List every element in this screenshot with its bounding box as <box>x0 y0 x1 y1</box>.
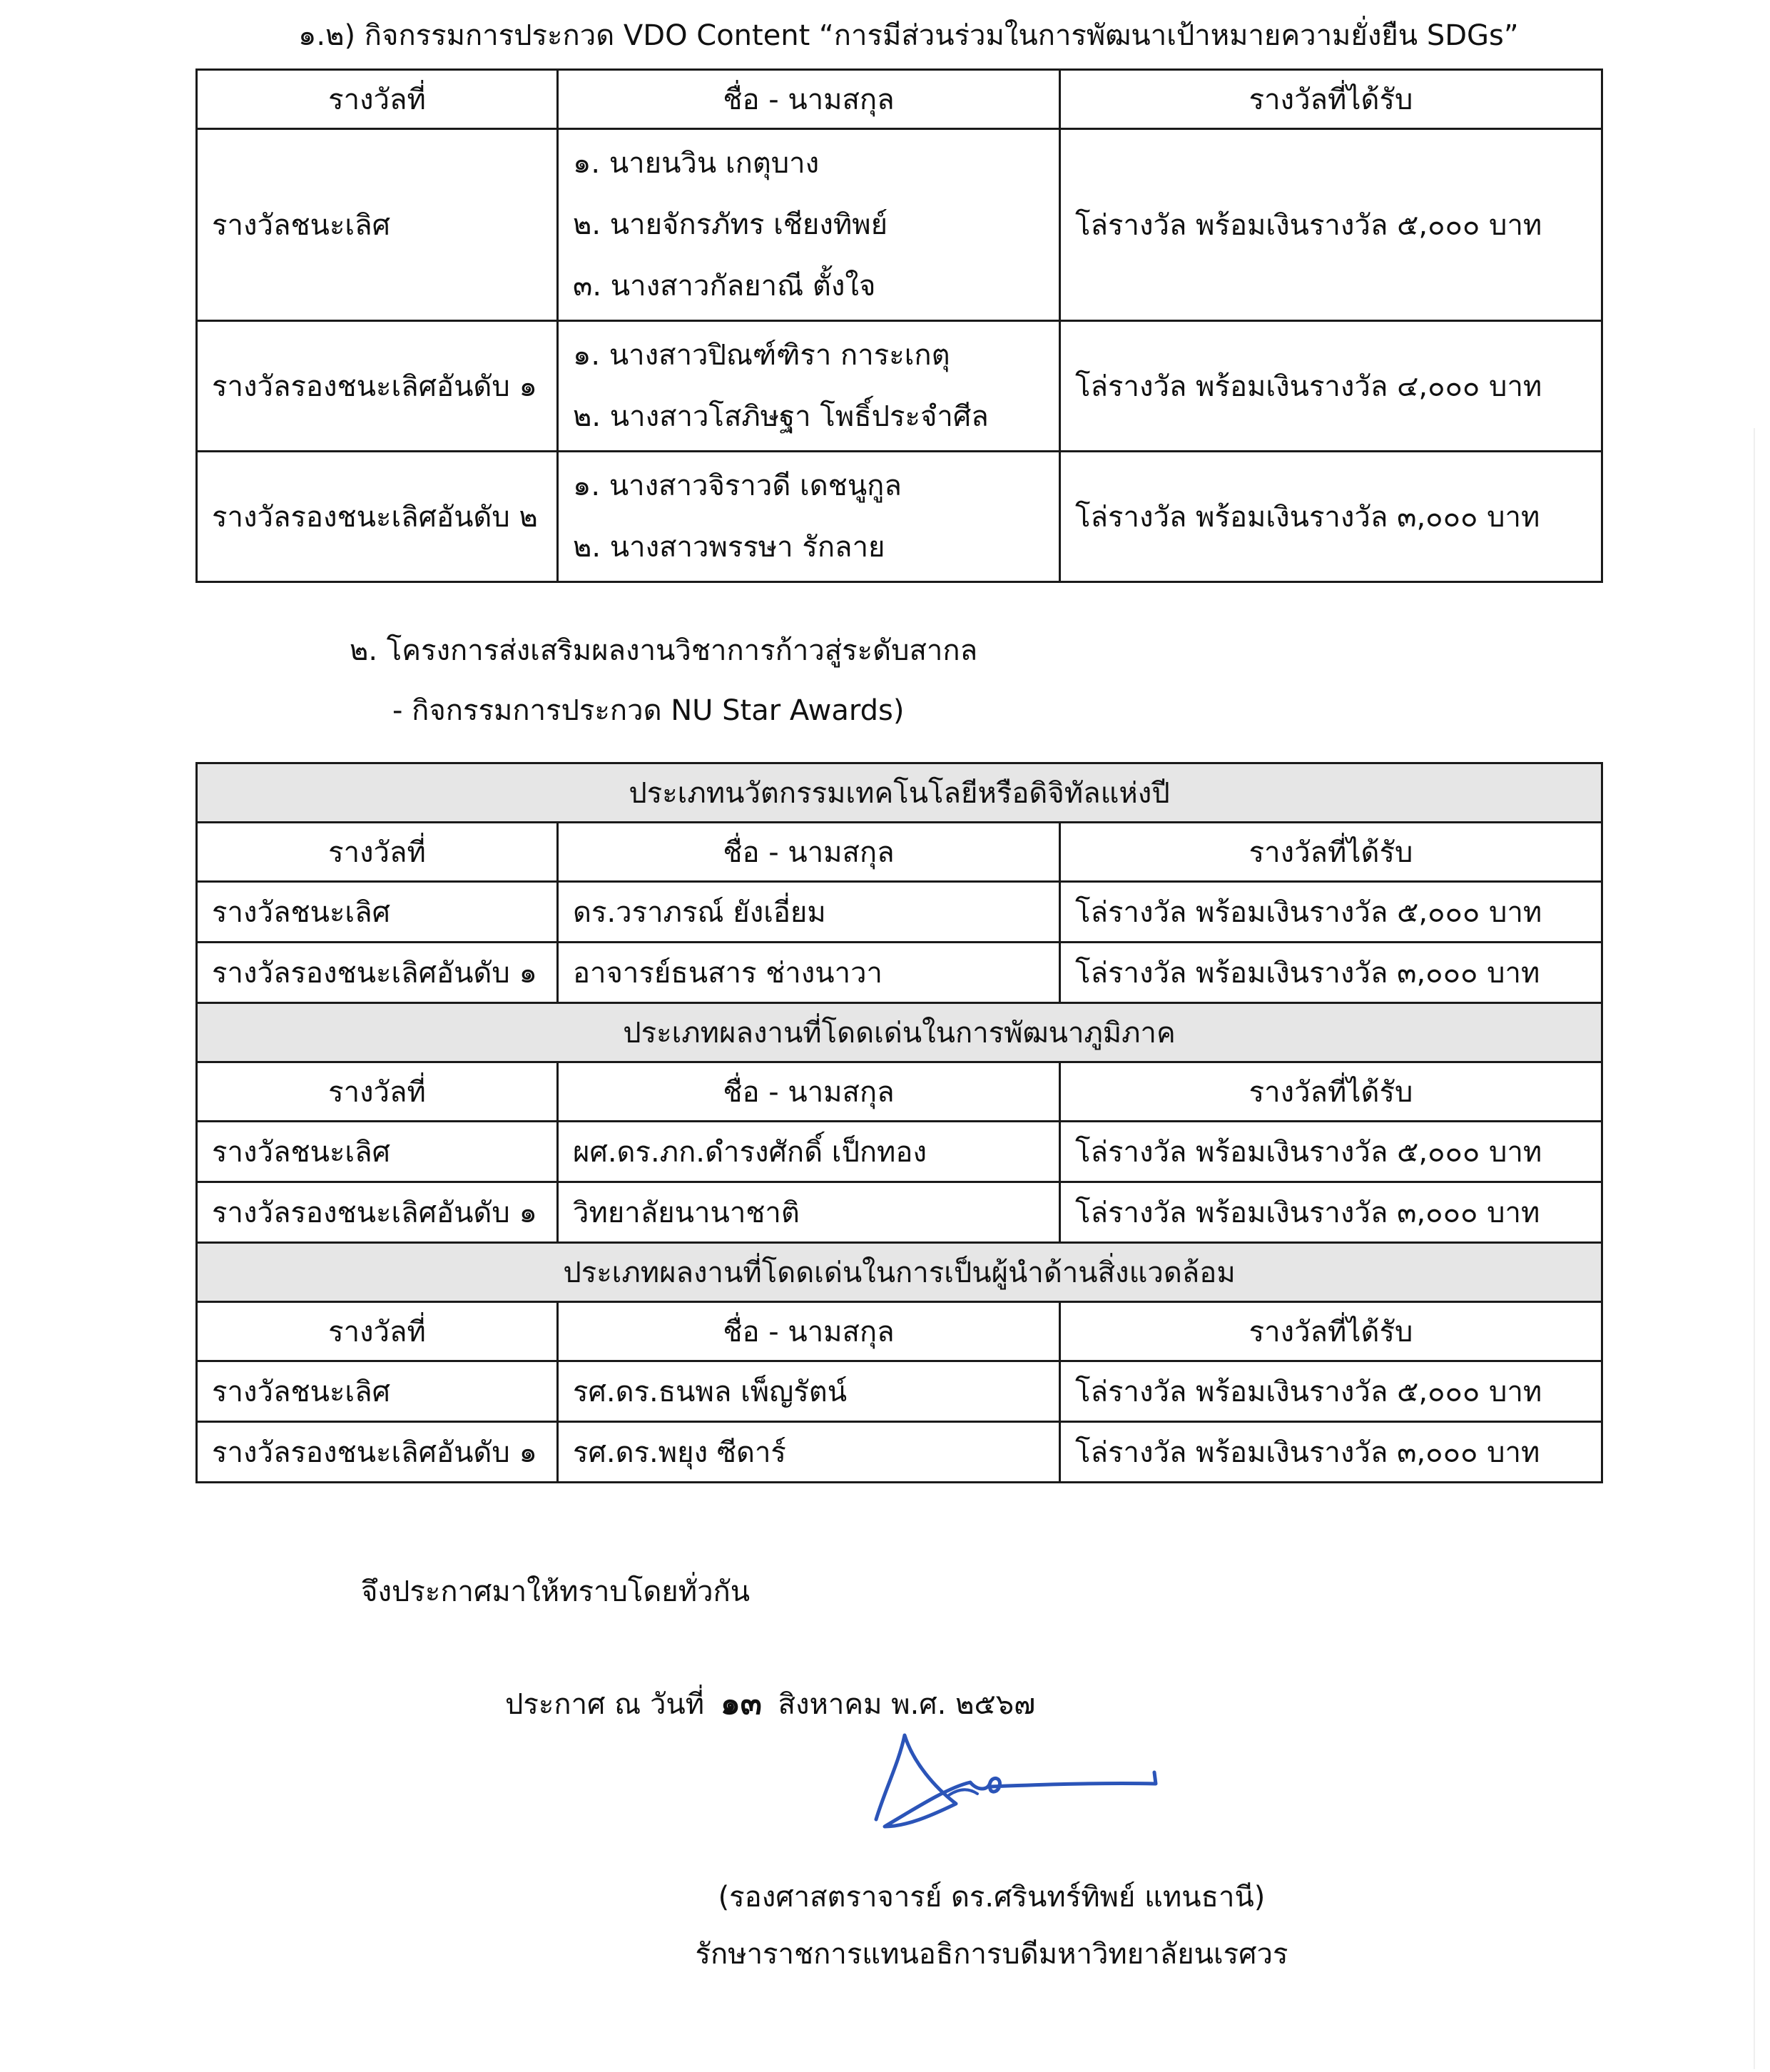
names-cell <box>558 129 1060 321</box>
name-cell: วิทยาลัยนานาชาติ <box>558 1182 1060 1243</box>
col-header-prize: รางวัลที่ได้รับ <box>1060 1302 1602 1361</box>
col-header-award: รางวัลที่ <box>197 823 558 882</box>
category-title: ประเภทผลงานที่โดดเด่นในการพัฒนาภูมิภาค <box>197 1003 1602 1062</box>
prize-cell: โล่รางวัล พร้อมเงินรางวัล ๓,๐๐๐ บาท <box>1060 1422 1602 1483</box>
prize-cell: โล่รางวัล พร้อมเงินรางวัล ๕,๐๐๐ บาท <box>1060 1122 1602 1182</box>
category-title: ประเภทนวัตกรรมเทคโนโลยีหรือดิจิทัลแห่งปี <box>197 763 1602 823</box>
prize-cell: โล่รางวัล พร้อมเงินรางวัล ๕,๐๐๐ บาท <box>1060 882 1602 943</box>
prize-cell: โล่รางวัล พร้อมเงินรางวัล ๓,๐๐๐ บาท <box>1060 943 1602 1003</box>
table-row <box>197 1361 1602 1422</box>
name-cell: ดร.วราภรณ์ ยังเอี่ยม <box>558 882 1060 943</box>
signature-image <box>863 1720 1170 1834</box>
category-title: ประเภทผลงานที่โดดเด่นในการเป็นผู้นำด้านสิ่งแวดล้อม <box>197 1243 1602 1302</box>
name-item: ๒. นายจักรภัทร เชียงทิพย์ <box>573 208 888 241</box>
vdo-content-award-table <box>195 68 1603 583</box>
col-header-name: ชื่อ - นามสกุล <box>558 70 1060 129</box>
prize-cell: โล่รางวัล พร้อมเงินรางวัล ๔,๐๐๐ บาท <box>1060 321 1602 452</box>
table-row <box>197 882 1602 943</box>
table-row <box>197 943 1602 1003</box>
col-header-award: รางวัลที่ <box>197 1302 558 1361</box>
table-row <box>197 321 1602 452</box>
prize-cell: โล่รางวัล พร้อมเงินรางวัล ๓,๐๐๐ บาท <box>1060 452 1602 582</box>
award-cell: รางวัลรองชนะเลิศอันดับ ๑ <box>197 943 558 1003</box>
col-header-name: ชื่อ - นามสกุล <box>558 1302 1060 1361</box>
award-cell: รางวัลรองชนะเลิศอันดับ ๑ <box>197 1182 558 1243</box>
names-cell <box>558 452 1060 582</box>
closing-announcement: จึงประกาศมาให้ทราบโดยทั่วกัน <box>361 1575 751 1608</box>
col-header-name: ชื่อ - นามสกุล <box>558 1062 1060 1122</box>
col-header-award: รางวัลที่ <box>197 1062 558 1122</box>
award-cell: รางวัลชนะเลิศ <box>197 1361 558 1422</box>
name-item: ๒. นางสาวโสภิษฐา โพธิ์ประจำศีล <box>573 400 989 433</box>
date-suffix: สิงหาคม พ.ศ. ๒๕๖๗ <box>778 1688 1036 1721</box>
name-item: ๑. นางสาวปิณฑ์ฑิรา การะเกตุ <box>573 339 950 372</box>
col-header-award: รางวัลที่ <box>197 70 558 129</box>
table-row <box>197 452 1602 582</box>
name-item: ๒. นางสาวพรรษา รักลาย <box>573 531 885 564</box>
col-header-prize: รางวัลที่ได้รับ <box>1060 70 1602 129</box>
table-row <box>197 1422 1602 1483</box>
award-cell: รางวัลรองชนะเลิศอันดับ ๑ <box>197 1422 558 1483</box>
name-cell: รศ.ดร.พยุง ซีดาร์ <box>558 1422 1060 1483</box>
name-item: ๑. นายนวิน เกตุบาง <box>573 147 820 180</box>
award-cell: รางวัลชนะเลิศ <box>197 882 558 943</box>
date-day: ๑๓ <box>720 1686 762 1721</box>
col-header-name: ชื่อ - นามสกุล <box>558 823 1060 882</box>
section-1-2-heading: ๑.๒) กิจกรรมการประกวด VDO Content “การมีส่วนร่วมในการพัฒนาเป้าหมายความยั่งยืน SDGs” <box>298 19 1519 52</box>
col-header-prize: รางวัลที่ได้รับ <box>1060 823 1602 882</box>
table-row <box>197 129 1602 321</box>
award-cell: รางวัลชนะเลิศ <box>197 1122 558 1182</box>
name-cell: รศ.ดร.ธนพล เพ็ญรัตน์ <box>558 1361 1060 1422</box>
signatory-name: (รองศาสตราจารย์ ดร.ศรินทร์ทิพย์ แทนธานี) <box>718 1881 1266 1914</box>
award-cell: รางวัลชนะเลิศ <box>197 129 558 321</box>
scan-edge-line <box>1754 428 1755 2069</box>
name-cell: ผศ.ดร.ภก.ดำรงศักดิ์ เป็กทอง <box>558 1122 1060 1182</box>
section-2-subheading: - กิจกรรมการประกวด NU Star Awards) <box>392 694 905 727</box>
name-item: ๑. นางสาวจิราวดี เดชนูกูล <box>573 469 902 502</box>
date-prefix: ประกาศ ณ วันที่ <box>505 1688 705 1721</box>
prize-cell: โล่รางวัล พร้อมเงินรางวัล ๕,๐๐๐ บาท <box>1060 1361 1602 1422</box>
prize-cell: โล่รางวัล พร้อมเงินรางวัล ๓,๐๐๐ บาท <box>1060 1182 1602 1243</box>
name-cell: อาจารย์ธนสาร ช่างนาวา <box>558 943 1060 1003</box>
award-cell: รางวัลรองชนะเลิศอันดับ ๒ <box>197 452 558 582</box>
nu-star-awards-table <box>195 762 1603 1483</box>
prize-cell: โล่รางวัล พร้อมเงินรางวัล ๕,๐๐๐ บาท <box>1060 129 1602 321</box>
section-2-heading: ๒. โครงการส่งเสริมผลงานวิชาการก้าวสู่ระดับสากล <box>350 634 978 667</box>
name-item: ๓. นางสาวกัลยาณี ตั้งใจ <box>573 270 876 303</box>
table-row <box>197 1122 1602 1182</box>
table-row <box>197 1182 1602 1243</box>
award-cell: รางวัลรองชนะเลิศอันดับ ๑ <box>197 321 558 452</box>
signatory-title: รักษาราชการแทนอธิการบดีมหาวิทยาลัยนเรศวร <box>695 1938 1288 1971</box>
col-header-prize: รางวัลที่ได้รับ <box>1060 1062 1602 1122</box>
names-cell <box>558 321 1060 452</box>
